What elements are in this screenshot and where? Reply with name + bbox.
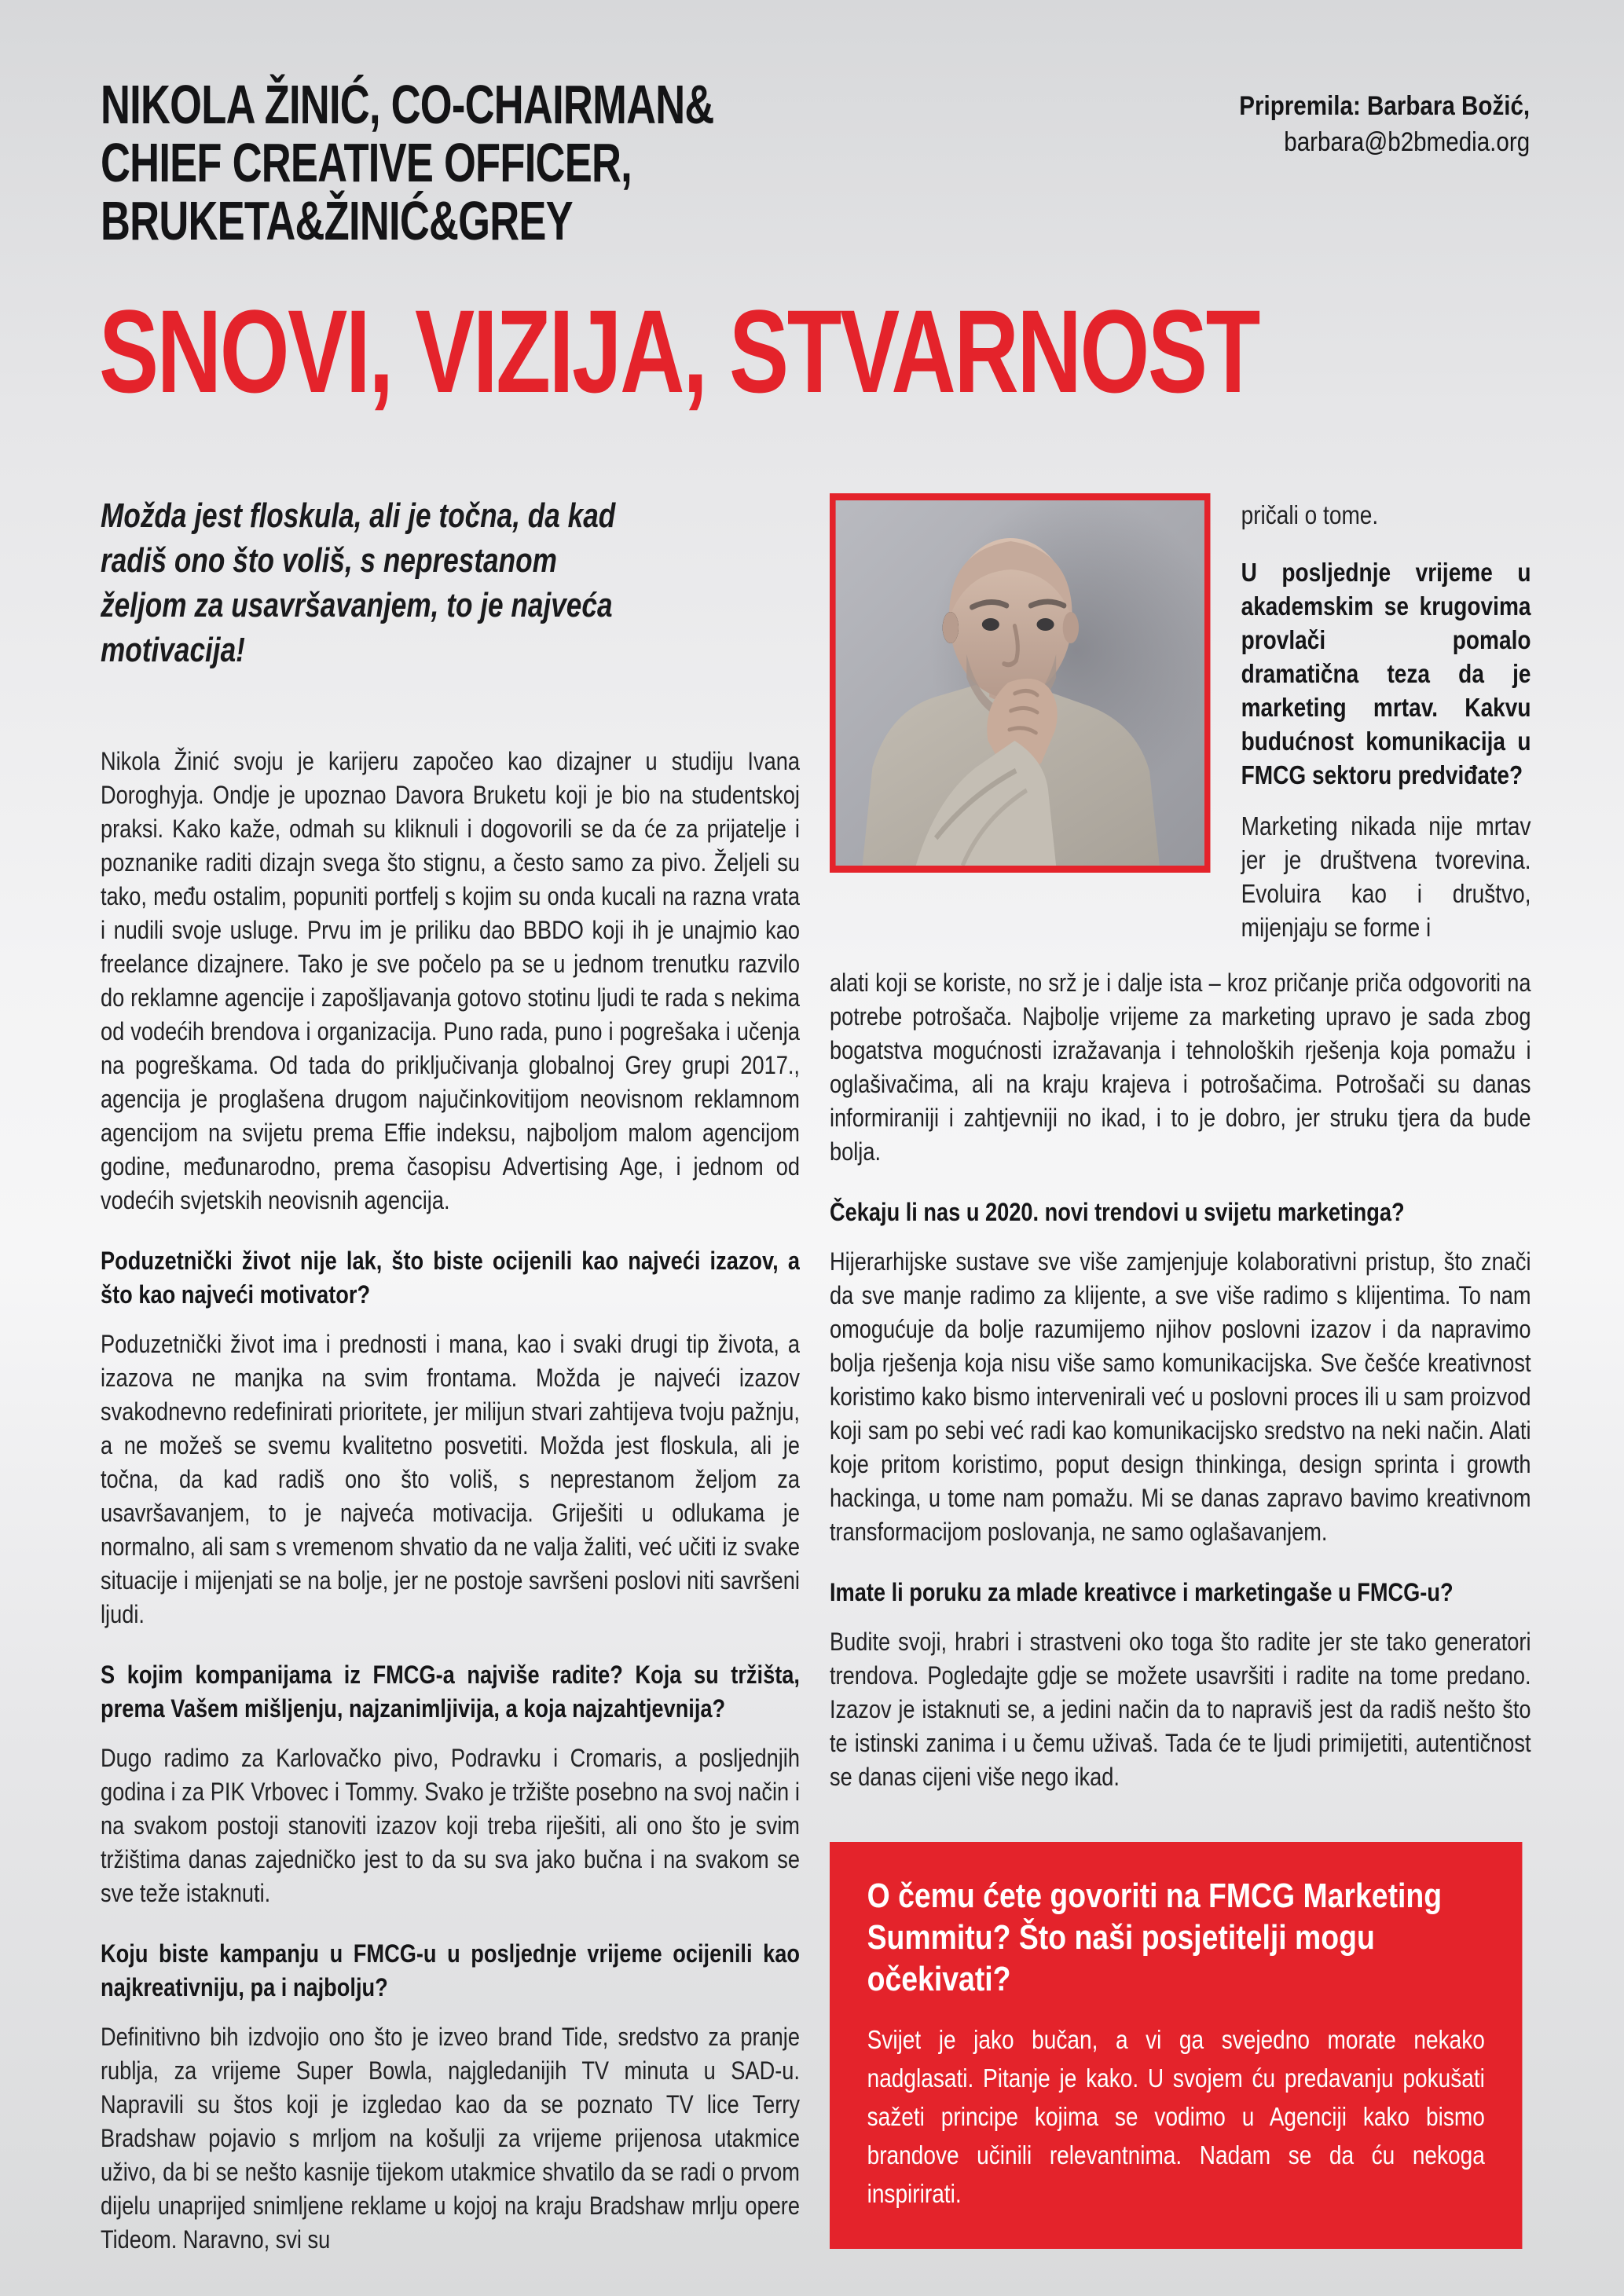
photo-side-text: [1241, 493, 1531, 955]
answer-paragraph: Dugo radimo za Karlovačko pivo, Podravku i Cromaris, a posljednjih godina i za PIK Vrbovec i Tommy. Svako je tržište posebno na svoj način i na svakom postoji stanoviti izazov koji treba riješiti, ali ono što je svim tržištima danas zajedničko jest to da su sva jako bučna i na svakom se sve teže istaknuti.: [101, 1744, 800, 1907]
byline-email: barbara@b2bmedia.org: [1284, 127, 1530, 157]
answer-paragraph: Definitivno bih izdvojio ono što je izveo brand Tide, sredstvo za pranje rublja, za vrijeme Super Bowla, najgledanijih TV minuta u SAD-u. Napravili su štos koji je izgledao kao da se poznato TV lice Terry Bradshaw pojavio s mrljom na košulji za vrijeme prijenosa utakmice uživo, da bi se nešto kasnije tijekom utakmice shvatilo da se radi o prvom dijelu unaprijed snimljene reklame u kojoj na kraju Bradshaw mrlju opere Tideom. Naravno, svi su: [101, 2023, 800, 2254]
intro-pull-quote: Možda jest floskula, ali je točna, da kad radiš ono što voliš, s neprestanom željom za usavršavanjem, to je najveća motivacija!: [101, 496, 616, 669]
interviewee-name-line: BRUKETA&ŽINIĆ&GREY: [101, 190, 573, 251]
answer-paragraph: Budite svoji, hrabri i strastveni oko toga što radite jer ste tako generatori trendova. Pogledajte gdje se možete usavršiti i radite na tome predano. Izazov je istaknuti se, a jedini način da to napraviš jest da radiš nešto što te istinski zanima i u čemu uživaš. Tada će te ljudi primijetiti, autentičnost se danas cijeni više nego ikad.: [830, 1628, 1531, 1791]
article-title: SNOVI, VIZIJA, STVARNOST: [99, 285, 1259, 417]
answer-paragraph: Marketing nikada nije mrtav jer je društvena tvorevina. Evoluira kao i društvo, mijenjaju se forme i: [1241, 811, 1531, 942]
question-heading: Koju biste kampanju u FMCG-u u posljednje vrijeme ocijenili kao najkreativniju, pa i najbolju?: [101, 1939, 800, 2001]
question-heading: Poduzetnički život nije lak, što biste ocijenili kao najveći izazov, a što kao najveći motivator?: [101, 1247, 800, 1309]
answer-continuation: pričali o tome.: [1241, 500, 1379, 529]
byline: [1239, 88, 1530, 160]
summit-highlight-box: [830, 1842, 1522, 2249]
question-heading: Čekaju li nas u 2020. novi trendovi u svijetu marketinga?: [830, 1198, 1405, 1226]
interviewee-name-line: CHIEF CREATIVE OFFICER,: [101, 132, 632, 193]
left-text-column: [101, 745, 800, 2296]
portrait-photo: [830, 493, 1211, 873]
byline-author: Pripremila: Barbara Božić,: [1239, 91, 1530, 121]
portrait-photo-illustration: [836, 500, 1204, 866]
career-paragraph: Nikola Žinić svoju je karijeru započeo kao dizajner u studiju Ivana Doroghyja. Ondje je upoznao Davora Bruketu koji je bio na studentskoj praksi. Kako kaže, odmah su kliknuli i dogovorili se da će za prijatelje i poznanike raditi dizajn svega što stignu, a često samo za pivo. Željeli su tako, među ostalim, popuniti portfelj s kojim su onda kucali na razna vrata i nudili svoje usluge. Prvu im je priliku dao BBDO koji ih je unajmio kao freelance dizajnere. Tako je sve počelo pa se u jednom trenutku razvilo do reklamne agencije i zapošljavanja gotovo stotinu ljudi te rada s nekima od vodećih brendova i organizacija. Puno rada, puno i pogrešaka i učenja na pogreškama. Od tada do priključivanja globalnoj Grey grupi 2017., agencija je proglašena drugom najučinkovitijom neovisnom reklamnom agencijom na svijetu prema Effie indeksu, najboljom malom agencijom godine, međunarodno, prema časopisu Advertising Age, i jednom od vodećih svjetskih neovisnih agencija.: [101, 747, 800, 1214]
summit-question-heading: O čemu ćete govoriti na FMCG Marketing Summitu? Što naši posjetitelji mogu očekivati?: [867, 1877, 1443, 1998]
interviewee-name-line: NIKOLA ŽINIĆ, CO-CHAIRMAN&: [101, 74, 714, 135]
answer-paragraph: Hijerarhijske sustave sve više zamjenjuje kolaborativni pristup, što znači da sve manje radimo za klijente, a sve više radimo s klijentima. To nam omogućuje da bolje razumijemo njihov poslovni izazov i da napravimo bolja rješenja koja nisu više samo komunikacijska. Sve češće kreativnost koristimo kako bismo intervenirali već u poslovni proces ili u sam proizvod koji sam po sebi već radi kao komunikacijsko sredstvo na neki način. Alati koje pritom koristimo, poput design thinkinga, design sprinta i growth hackinga, u tome nam pomažu. Mi se danas zapravo bavimo kreativnom transformacijom poslovanja, ne samo oglašavanjem.: [830, 1247, 1531, 1546]
answer-paragraph: Poduzetnički život ima i prednosti i mana, kao i svaki drugi tip života, a izazova ne manjka na svim frontama. Možda je najveći izazov svakodnevno redefinirati prioritete, jer milijun stvari zahtijeva tvoju pažnju, a ne možeš se svemu kvalitetno posvetiti. Možda jest floskula, ali je točna, da kad radiš ono što voliš, s neprestanom željom za usavršavanjem, to je najveća motivacija. Griješiti u odlukama je normalno, ali sam s vremenom shvatio da ne valja žaliti, već učiti iz svake situacije i mijenjati se na bolje, jer ne postoje savršeni poslovi niti savršeni ljudi.: [101, 1330, 800, 1628]
question-heading: U posljednje vrijeme u akademskim se krugovima provlači pomalo dramatična teza da je marketing mrtav. Kakvu budućnost komunikacija u FMCG sektoru predviđate?: [1241, 558, 1531, 789]
question-heading: Imate li poruku za mlade kreativce i marketingaše u FMCG-u?: [830, 1578, 1454, 1606]
summit-answer: Svijet je jako bučan, a vi ga svejedno morate nekako nadglasati. Pitanje je kako. U svojem ću predavanju pokušati sažeti principe kojima se vodimo u Agenciji kako bismo brandove učinili relevantnima. Nadam se da ću nekoga inspirirati.: [867, 2025, 1485, 2208]
photo-row: [830, 493, 1531, 955]
question-heading: S kojim kompanijama iz FMCG-a najviše radite? Koja su tržišta, prema Vašem mišljenju, najzanimljivija, a koja najzahtjevnija?: [101, 1661, 800, 1723]
interviewee-name-title: [101, 75, 714, 250]
answer-paragraph: alati koji se koriste, no srž je i dalje ista – kroz pričanje priča odgovoriti na potrebe potrošača. Najbolje vrijeme za marketing upravo je sada zbog bogatstva mogućnosti izražavanja i tehnoloških rješenja koja pomažu i oglašivačima, ali na kraju krajeva i potrošačima. Potrošači su danas informiraniji i zahtjevniji no ikad, i to je dobro, jer struku tjera da bude bolja.: [830, 969, 1531, 1166]
right-text-column: [830, 493, 1531, 2296]
